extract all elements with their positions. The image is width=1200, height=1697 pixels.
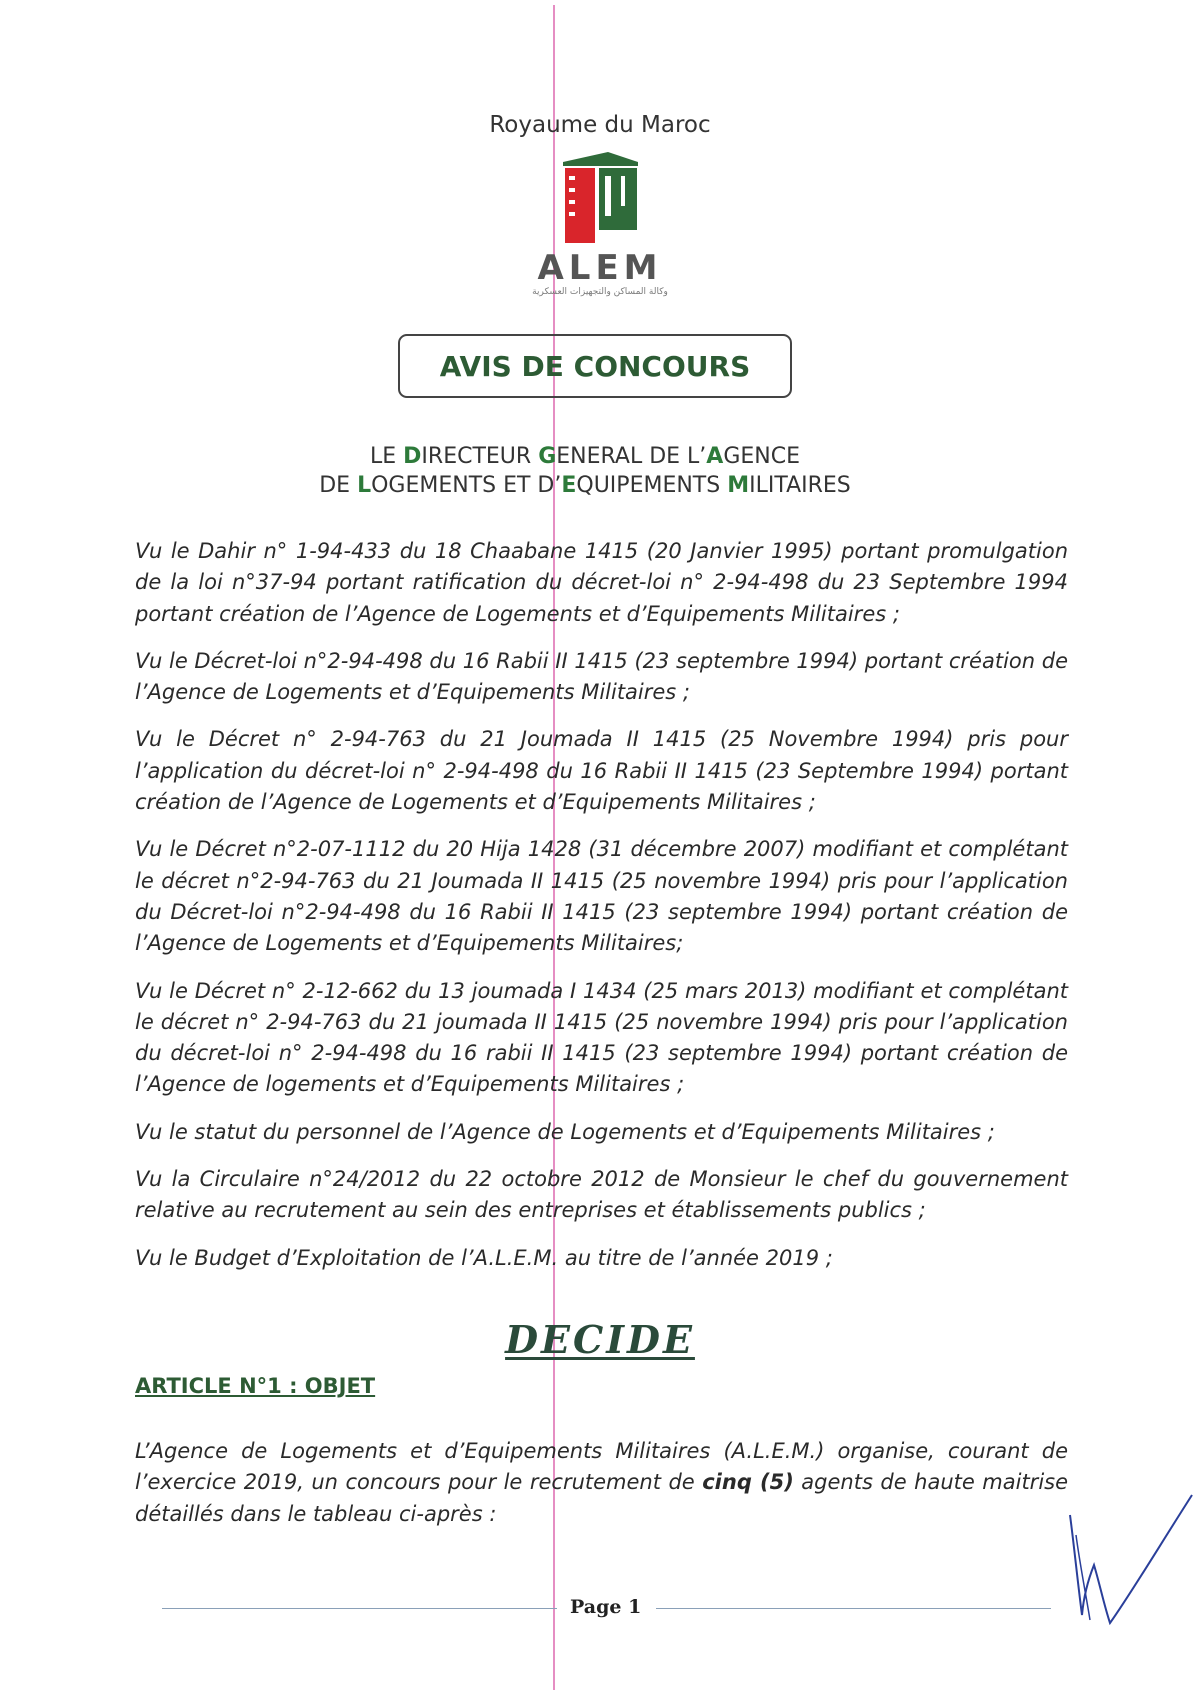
article-1-text: agents de haute maitrise détaillés dans le tableau ci-après :	[135, 1470, 1069, 1526]
article-1-count: cinq (5)	[702, 1470, 794, 1495]
director-text: ILITAIRES	[749, 473, 851, 498]
considerations	[135, 536, 1068, 1290]
handwritten-signature	[1060, 1475, 1200, 1635]
consideration-paragraph: Vu le Décret n°2-07-1112 du 20 Hija 1428 (31 décembre 2007) modifiant et complétant le décret n°2-94-763 du 21 Joumada II 1415 (25 novembre 1994) pris pour l’application du Décret-loi n°2-94-498 du 16 Rabii II 1415 (23 septembre 1994) portant création de l’Agence de Logements et d’Equipements Militaires;	[135, 837, 1068, 956]
article-1-text: L’Agence de Logements et d’Equipements Militaires (A.L.E.M.) organise, courant de l’exercice 2019, un concours pour le recrutement de	[135, 1439, 1068, 1495]
document-title-text: AVIS DE CONCOURS	[439, 349, 751, 383]
director-initial: E	[561, 473, 577, 498]
director-line-2	[0, 471, 1170, 500]
page-number: Page 1	[570, 1596, 642, 1618]
director-initial: A	[706, 444, 724, 469]
director-heading	[0, 442, 1170, 500]
director-text: OGEMENTS ET D’	[371, 473, 562, 498]
consideration-paragraph: Vu le Décret-loi n°2-94-498 du 16 Rabii II 1415 (23 septembre 1994) portant création de l’Agence de Logements et d’Equipements Militaires ;	[135, 648, 1068, 705]
consideration-paragraph: Vu le Budget d’Exploitation de l’A.L.E.M. au titre de l’année 2019 ;	[135, 1245, 833, 1270]
consideration-paragraph: Vu la Circulaire n°24/2012 du 22 octobre 2012 de Monsieur le chef du gouvernement relative au recrutement au sein des entreprises et établissements publics ;	[135, 1167, 1068, 1223]
brand-name: ALEM	[537, 248, 663, 288]
director-text: ENERAL DE L’	[556, 444, 707, 469]
director-initial: G	[538, 444, 557, 469]
decide-text: DECIDE	[505, 1317, 695, 1362]
article-1-body	[135, 1436, 1068, 1530]
consideration-paragraph: Vu le Décret n° 2-94-763 du 21 Joumada II 1415 (25 Novembre 1994) pris pour l’application du décret-loi n° 2-94-498 du 16 Rabii II 1415 (23 Septembre 1994) portant création de l’Agence de Logements et d’Equipements Militaires ;	[135, 727, 1068, 815]
brand-subtitle: وكالة المساكن والتجهيزات العسكرية	[532, 287, 668, 297]
director-text: GENCE	[723, 444, 800, 469]
footer-rule-right	[656, 1608, 1051, 1609]
director-line-1	[0, 442, 1170, 471]
document-title	[398, 334, 792, 398]
director-text: IRECTEUR	[421, 444, 539, 469]
consideration-paragraph: Vu le statut du personnel de l’Agence de Logements et d’Equipements Militaires ;	[135, 1119, 995, 1144]
article-1-heading: ARTICLE N°1 : OBJET	[135, 1374, 376, 1398]
director-text: QUIPEMENTS	[576, 473, 728, 498]
footer-rule-left	[162, 1608, 557, 1609]
director-initial: D	[403, 444, 422, 469]
director-text: LE	[370, 444, 404, 469]
country-name: Royaume du Maroc	[489, 112, 711, 138]
director-initial: L	[357, 473, 372, 498]
director-text: DE	[319, 473, 358, 498]
decide-heading	[0, 1317, 1200, 1362]
director-initial: M	[727, 473, 750, 498]
consideration-paragraph: Vu le Décret n° 2-12-662 du 13 joumada I 1434 (25 mars 2013) modifiant et complétant le décret n° 2-94-763 du 21 joumada II 1415 (25 novembre 1994) pris pour l’application du décret-loi n° 2-94-498 du 16 rabii II 1415 (23 septembre 1994) portant création de l’Agence de logements et d’Equipements Militaires ;	[135, 978, 1068, 1097]
consideration-paragraph: Vu le Dahir n° 1-94-433 du 18 Chaabane 1415 (20 Janvier 1995) portant promulgation de la loi n°37-94 portant ratification du décret-loi n° 2-94-498 du 23 Septembre 1994 portant création de l’Agence de Logements et d’Equipements Militaires ;	[135, 539, 1068, 626]
alem-logo-icon	[553, 150, 648, 245]
